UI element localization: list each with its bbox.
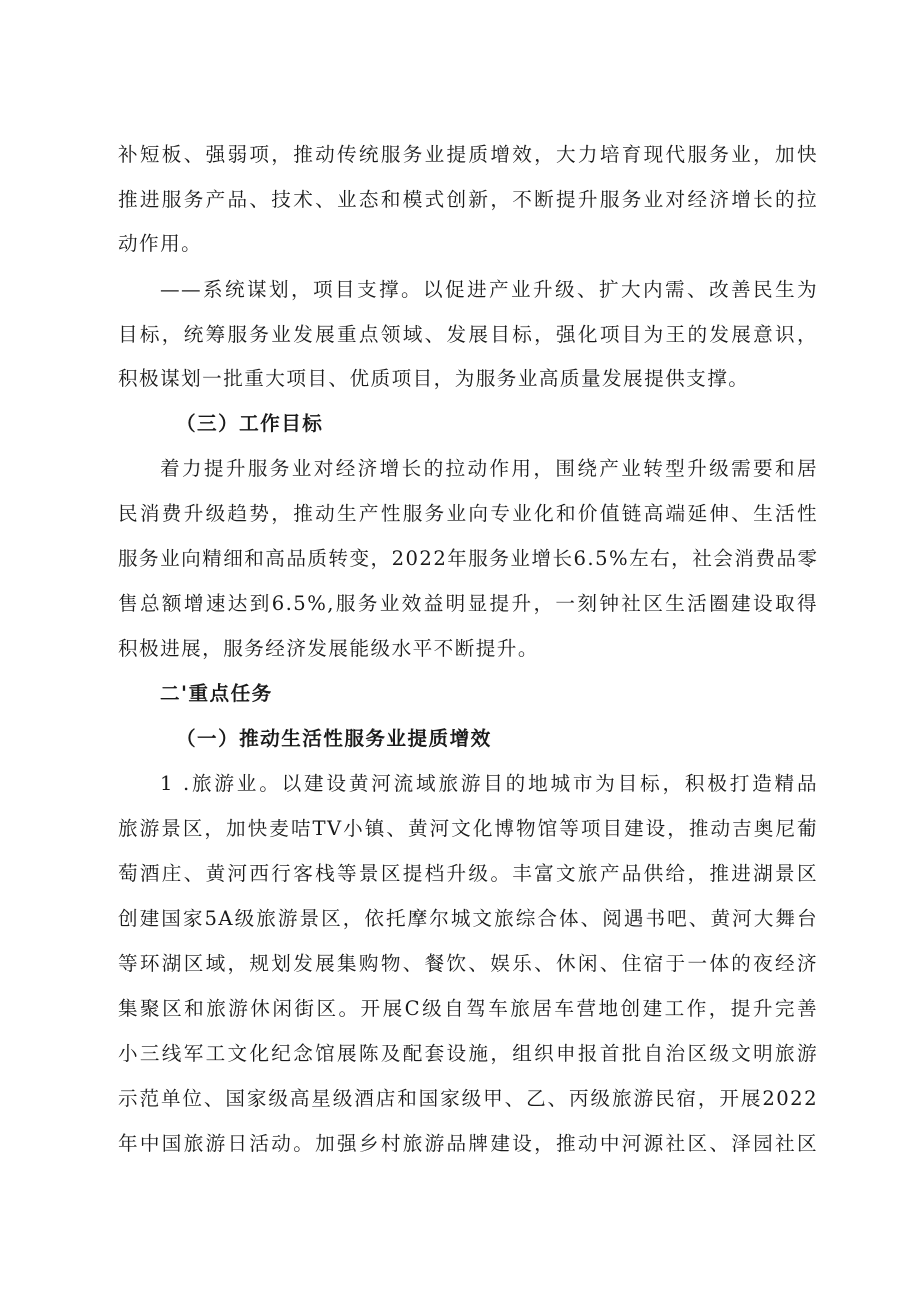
paragraph-line: 旅游景区，加快麦咭TV小镇、黄河文化博物馆等项目建设，推动吉奥尼葡: [118, 817, 818, 840]
paragraph-line: 动作用。: [118, 232, 203, 255]
paragraph-line: 萄酒庄、黄河西行客栈等景区提档升级。丰富文旅产品供给，推进湖景区: [118, 862, 818, 885]
paragraph-line: 民消费升级趋势，推动生产性服务业向专业化和价值链高端延伸、生活性: [118, 502, 818, 525]
paragraph-line: 目标，统筹服务业发展重点领域、发展目标，强化项目为王的发展意识，: [118, 323, 818, 346]
paragraph-line: 着力提升服务业对经济增长的拉动作用，围绕产业转型升级需要和居: [160, 457, 818, 480]
paragraph-line: 积极谋划一批重大项目、优质项目，为服务业高质量发展提供支撑。: [118, 367, 750, 390]
paragraph-line: 示范单位、国家级高星级酒店和国家级甲、乙、丙级旅游民宿，开展2022: [118, 1087, 818, 1110]
paragraph-line: 年中国旅游日活动。加强乡村旅游品牌建设，推动中河源社区、泽园社区: [118, 1132, 818, 1155]
paragraph-line: 等环湖区域，规划发展集购物、餐饮、娱乐、休闲、住宿于一体的夜经济: [118, 952, 818, 975]
paragraph-line: ——系统谋划，项目支撑。以促进产业升级、扩大内需、改善民生为: [160, 278, 818, 301]
paragraph-line: 积极进展，服务经济发展能级水平不断提升。: [118, 637, 539, 660]
section-heading: （一）推动生活性服务业提质增效: [176, 727, 492, 750]
paragraph-line: 1 .旅游业。以建设黄河流域旅游目的地城市为目标，积极打造精品: [160, 772, 818, 795]
paragraph-line: 售总额增速达到6.5%,服务业效益明显提升，一刻钟社区生活圈建设取得: [118, 592, 818, 615]
chapter-heading: 二'重点任务: [160, 682, 273, 705]
paragraph-line: 推进服务产品、技术、业态和模式创新，不断提升服务业对经济增长的拉: [118, 188, 818, 211]
paragraph-line: 服务业向精细和高品质转变，2022年服务业增长6.5%左右，社会消费品零: [118, 547, 819, 570]
paragraph-line: 补短板、强弱项，推动传统服务业提质增效，大力培育现代服务业，加快: [118, 143, 818, 166]
section-heading: （三）工作目标: [176, 412, 324, 435]
paragraph-line: 集聚区和旅游休闲街区。开展C级自驾车旅居车营地创建工作，提升完善: [118, 997, 818, 1020]
paragraph-line: 创建国家5A级旅游景区，依托摩尔城文旅综合体、阅遇书吧、黄河大舞台: [118, 907, 818, 930]
paragraph-line: 小三线军工文化纪念馆展陈及配套设施，组织申报首批自治区级文明旅游: [118, 1042, 818, 1065]
